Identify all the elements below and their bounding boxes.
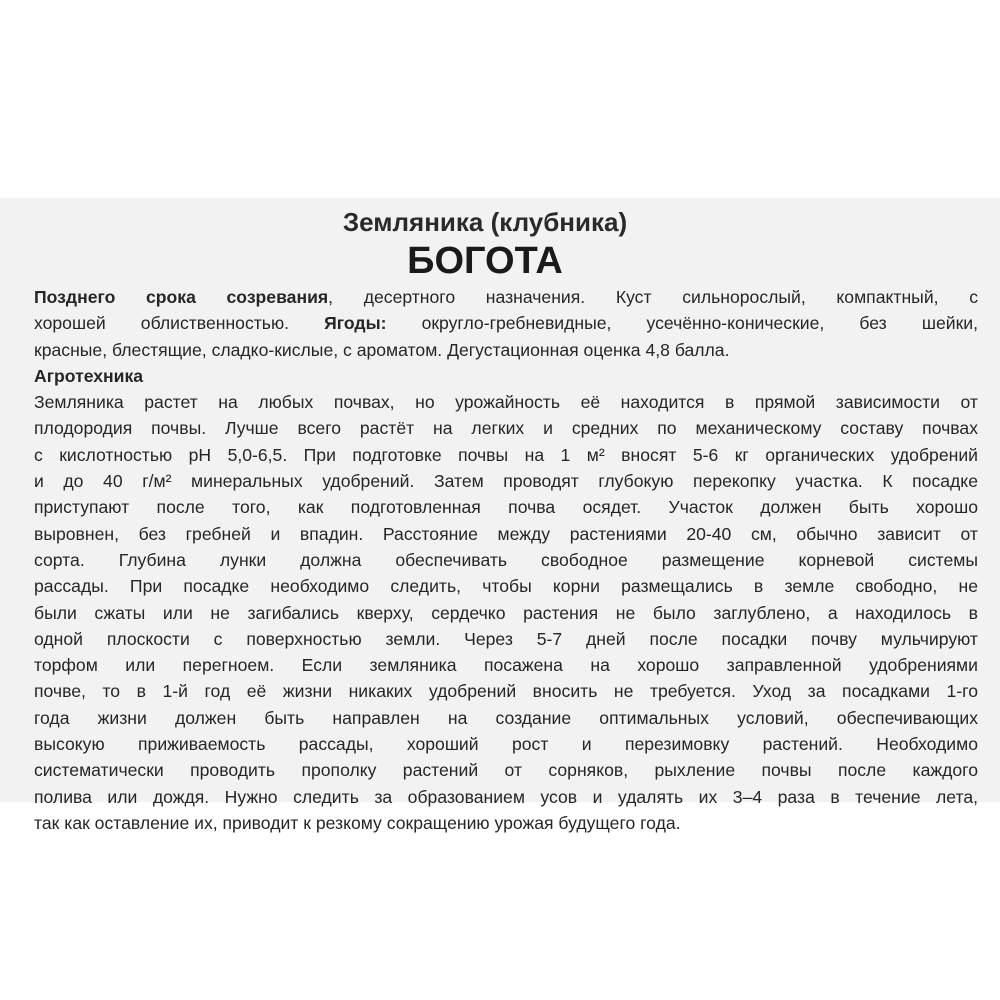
description-text-span: красные, блестящие, сладко-кислые, с ароматом. Дегустационная оценка 4,8 балла. — [34, 339, 730, 360]
crop-name: Земляника (клубника) — [342, 207, 628, 237]
description-line — [34, 337, 978, 363]
ripening-term-label: Позднего срока созревания — [34, 287, 329, 307]
agrotech-line: рассады. При посадке необходимо следить, чтобы корни размещались в земле свободно, не — [34, 576, 978, 597]
agrotech-heading: Агротехника — [34, 365, 144, 386]
description-line — [34, 284, 978, 310]
description-text — [34, 284, 978, 836]
description-text-span: , десертного назначения. Куст сильнорослый, компактный, с — [328, 287, 978, 307]
agrotech-line: полива или дождя. Нужно следить за образованием усов и удалять их 3–4 раза в течение лета, — [34, 786, 978, 807]
berries-label: Ягоды: — [324, 313, 387, 334]
agrotech-line: были сжаты или не загибались кверху, сердечко растения не было заглублено, а находилось в — [34, 602, 978, 623]
agrotech-line: года жизни должен быть направлен на создание оптимальных условий, обеспечивающих — [34, 707, 978, 728]
agrotech-line: систематически проводить прополку растений от сорняков, рыхление почвы после каждого — [34, 760, 978, 781]
description-line — [34, 310, 978, 336]
agrotech-line: одной плоскости с поверхностью земли. Через 5-7 дней после посадки почву мульчируют — [34, 628, 978, 649]
agrotech-line: приступают после того, как подготовленная почва осядет. Участок должен быть хорошо — [34, 497, 978, 518]
agrotech-line: выровнен, без гребней и впадин. Расстояние между растениями 20-40 см, обычно зависит от — [34, 523, 978, 544]
description-text-span: хорошей облиственностью. — [34, 313, 325, 334]
description-text-span: округло-гребневидные, усечённо-конические, без шейки, — [386, 313, 978, 334]
agrotech-line: плодородия почвы. Лучше всего растёт на легких и средних по механическому составу почвах — [34, 418, 978, 439]
variety-title: БОГОТА — [407, 240, 563, 282]
agrotech-line: с кислотностью pH 5,0-6,5. При подготовке почвы на 1 м² вносят 5-6 кг органических удобрений — [34, 444, 978, 465]
agrotech-line: почве, то в 1-й год её жизни никаких удобрений вносить не требуется. Уход за посадками 1-го — [34, 681, 978, 702]
agrotech-line: сорта. Глубина лунки должна обеспечивать свободное размещение корневой системы — [34, 549, 978, 570]
agrotech-line: и до 40 г/м² минеральных удобрений. Затем проводят глубокую перекопку участка. К посадке — [34, 471, 978, 492]
agrotech-line: высокую приживаемость рассады, хороший рост и перезимовку растений. Необходимо — [34, 734, 978, 755]
agrotech-line: торфом или перегноем. Если земляника посажена на хорошо заправленной удобрениями — [34, 655, 978, 676]
agrotech-line: Земляника растет на любых почвах, но урожайность её находится в прямой зависимости от — [34, 392, 978, 413]
agrotech-line: так как оставление их, приводит к резкому сокращению урожая будущего года. — [34, 812, 681, 833]
